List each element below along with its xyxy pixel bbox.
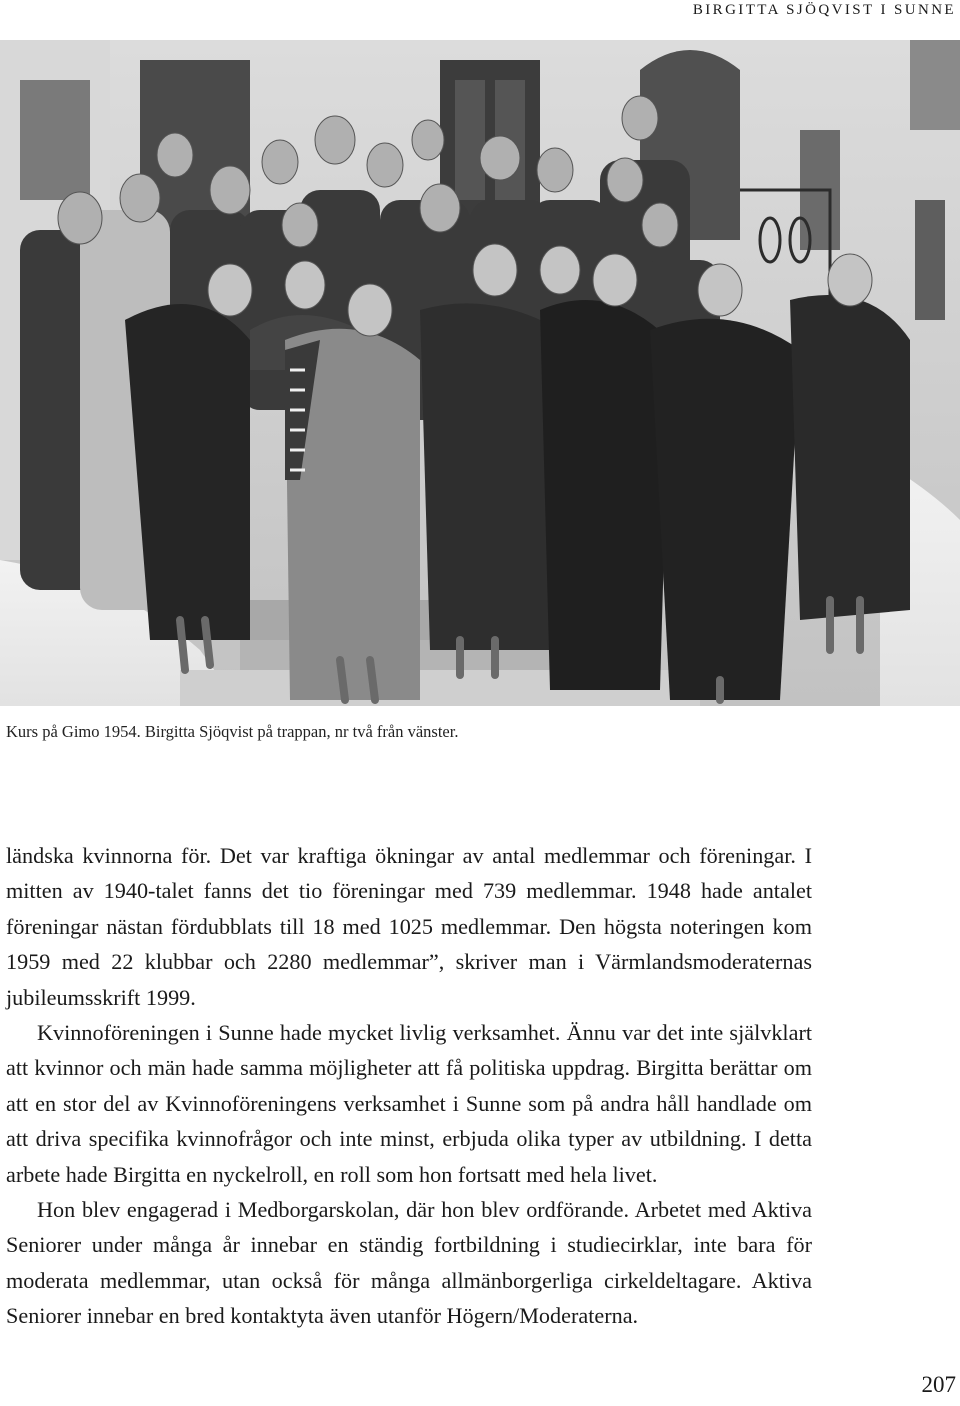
paragraph-3: Hon blev engagerad i Medborgarskolan, där hon blev ordförande. Arbetet med Aktiva Seniorer under många år innebar en ständig fortbildning i studiecirklar, inte bara för moderata medlemmar, utan också för många allmänborgerliga cirkeldeltagare. Aktiva Seniorer innebar en bred kontaktyta även utanför Högern/Moderaterna. bbox=[6, 1197, 812, 1329]
body-text bbox=[6, 838, 812, 1334]
paragraph-1: ländska kvinnorna för. Det var kraftiga ökningar av antal medlemmar och föreningar. I mitten av 1940-talet fanns det tio föreningar med 739 medlemmar. 1948 hade antalet föreningar nästan fördubblats till 18 med 1025 medlemmar. Den högsta noteringen kom 1959 med 22 klubbar och 2280 medlemmar”, skriver man i Värmlandsmoderaternas jubileumsskrift 1999. bbox=[6, 843, 812, 1010]
page-number: 207 bbox=[921, 1372, 956, 1397]
group-photo-illustration bbox=[0, 40, 960, 706]
photo-caption: Kurs på Gimo 1954. Birgitta Sjöqvist på trappan, nr två från vänster. bbox=[6, 722, 459, 741]
left-window bbox=[20, 80, 90, 200]
group-photo bbox=[0, 40, 960, 706]
paragraph-2: Kvinnoföreningen i Sunne hade mycket livlig verksamhet. Ännu var det inte självklart att kvinnor och män hade samma möjligheter att få politiska uppdrag. Birgitta berättar om att en stor del av Kvinnoföreningens verksamhet i Sunne som på andra håll handlade om att driva specifika kvinnofrågor och inte minst, erbjuda olika typer av utbildning. I detta arbete hade Birgitta en nyckelroll, en roll som hon fortsatt med hela livet. bbox=[6, 1020, 812, 1187]
running-header: BIRGITTA SJÖQVIST I SUNNE bbox=[692, 2, 956, 18]
